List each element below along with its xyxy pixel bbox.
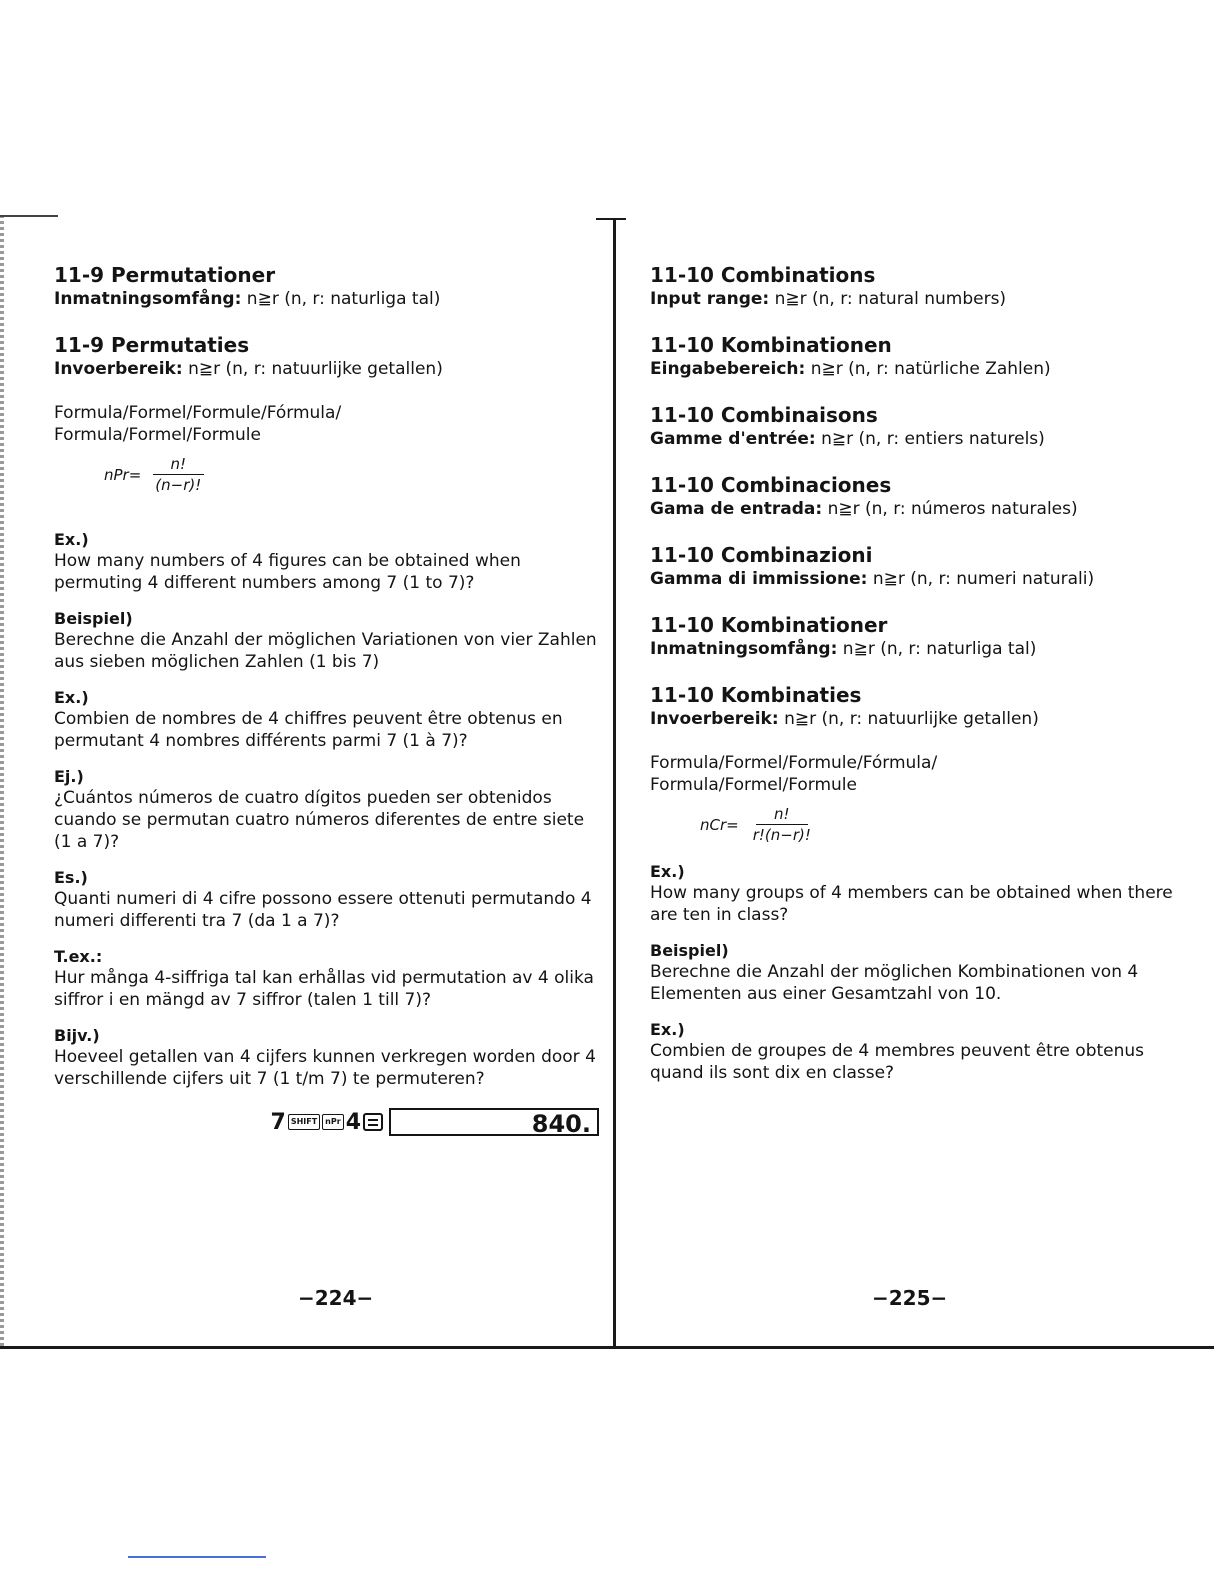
section-kombinationen [650,332,1190,380]
range-text: n≧r (n, r: natuurlijke getallen) [784,709,1039,729]
example-nl [54,1025,599,1090]
example-sv [54,946,599,1011]
example-text: Berechne die Anzahl der möglichen Kombinationen von 4 Elementen aus einer Gesamtzahl von 10. [650,962,1139,1004]
top-left-edge-mark [0,215,58,217]
example-text: Combien de nombres de 4 chiffres peuvent être obtenus en permutant 4 nombres différents parmi 7 (1 à 7)? [54,709,563,751]
formula-block [54,402,599,495]
range-text: n≧r (n, r: números naturales) [827,499,1078,519]
range-text: n≧r (n, r: numeri naturali) [872,569,1095,589]
example-text: Hur många 4-siffriga tal kan erhållas vid permutation av 4 olika siffror i en mängd av 7 siffror (talen 1 till 7)? [54,968,594,1010]
range-text: n≧r (n, r: natuurlijke getallen) [188,359,443,379]
section-title: 11-10 Combinaciones [650,473,892,497]
formula-lhs: nCr= [700,815,739,834]
range-label: Input range: [650,289,770,309]
section-combinations [650,262,1190,310]
example-text: How many numbers of 4 figures can be obtained when permuting 4 different numbers among 7 (1 to 7)? [54,551,521,593]
section-combinazioni [650,542,1190,590]
input-range [650,498,1190,520]
page-number-right: −225− [872,1286,948,1310]
input-range [650,288,1190,310]
left-page [54,262,599,1136]
section-title: 11-9 Permutaties [54,333,250,357]
example-fr [650,1019,1190,1084]
input-range [650,708,1190,730]
example-en [650,861,1190,926]
example-label: Bijv.) [54,1026,100,1045]
example-es [54,766,599,853]
range-text: n≧r (n, r: natürliche Zahlen) [810,359,1051,379]
npr-key-icon: nPr [322,1114,344,1130]
example-label: Ex.) [650,1020,685,1039]
page-edge-shadow [0,215,4,1349]
range-label: Gamma di immissione: [650,569,868,589]
formula-denominator: r!(n−r)! [752,826,811,844]
example-fr [54,687,599,752]
permutation-formula [104,454,599,495]
section-combinaisons [650,402,1190,450]
section-title: 11-10 Combinazioni [650,543,873,567]
range-label: Gamme d'entrée: [650,429,816,449]
key-digit-4: 4 [345,1109,361,1135]
bottom-rule [0,1346,1214,1349]
formula-numerator: n! [756,804,808,825]
example-label: Ej.) [54,767,84,786]
center-divider [613,218,616,1346]
section-title: 11-10 Kombinationen [650,333,892,357]
range-text: n≧r (n, r: naturliga tal) [246,289,441,309]
formula-label-line-2: Formula/Formel/Formule [54,425,261,445]
section-title: 11-9 Permutationer [54,263,276,287]
example-de [650,940,1190,1005]
shift-key-icon: SHIFT [288,1114,320,1130]
example-en [54,529,599,594]
input-range [650,638,1190,660]
example-label: Ex.) [54,688,89,707]
section-title: 11-10 Combinaisons [650,403,878,427]
page-number-left: −224− [298,1286,374,1310]
formula-fraction [145,454,211,495]
example-text: How many groups of 4 members can be obtained when there are ten in class? [650,883,1173,925]
key-digit-7: 7 [270,1109,286,1135]
section-title: 11-10 Kombinaties [650,683,862,707]
example-text: Berechne die Anzahl der möglichen Variationen von vier Zahlen aus sieben möglichen Zahlen (1 bis 7) [54,630,597,672]
equals-key-icon [363,1113,383,1131]
formula-label-line-2: Formula/Formel/Formule [650,775,857,795]
key-sequence-row [54,1108,599,1136]
range-label: Invoerbereik: [54,359,183,379]
input-range [650,568,1190,590]
formula-numerator: n! [153,454,205,475]
result-display: 840. [389,1108,599,1136]
input-range [650,428,1190,450]
input-range [650,358,1190,380]
formula-fraction [743,804,821,845]
section-permutaties [54,332,599,380]
range-text: n≧r (n, r: entiers naturels) [821,429,1045,449]
formula-label-line-1: Formula/Formel/Formule/Fórmula/ [650,753,938,773]
section-title: 11-10 Combinations [650,263,876,287]
section-title: 11-10 Kombinationer [650,613,888,637]
section-kombinationer [650,612,1190,660]
right-page [650,262,1190,1098]
example-label: Beispiel) [54,609,133,628]
example-text: Quanti numeri di 4 cifre possono essere ottenuti permutando 4 numeri differenti tra 7 (da 1 a 7)? [54,889,592,931]
input-range [54,358,599,380]
range-label: Inmatningsomfång: [54,289,242,309]
formula-lhs: nPr= [104,465,142,484]
example-de [54,608,599,673]
example-label: T.ex.: [54,947,103,966]
combination-formula [700,804,1190,845]
key-sequence [271,1110,384,1135]
example-label: Ex.) [650,862,685,881]
example-label: Beispiel) [650,941,729,960]
example-it [54,867,599,932]
formula-block [650,752,1190,845]
example-label: Ex.) [54,530,89,549]
range-label: Eingabebereich: [650,359,806,379]
range-text: n≧r (n, r: naturliga tal) [842,639,1037,659]
range-label: Gama de entrada: [650,499,823,519]
example-text: ¿Cuántos números de cuatro dígitos pueden ser obtenidos cuando se permutan cuatro números diferentes de entre siete (1 a 7)? [54,788,585,852]
example-label: Es.) [54,868,88,887]
example-text: Hoeveel getallen van 4 cijfers kunnen verkregen worden door 4 verschillende cijfers uit 7 (1 t/m 7) te permuteren? [54,1047,596,1089]
range-label: Inmatningsomfång: [650,639,838,659]
section-kombinaties [650,682,1190,730]
formula-label-line-1: Formula/Formel/Formule/Fórmula/ [54,403,342,423]
bottom-blue-line [128,1556,266,1558]
example-text: Combien de groupes de 4 membres peuvent être obtenus quand ils sont dix en classe? [650,1041,1145,1083]
center-top-tick [596,218,626,220]
input-range [54,288,599,310]
section-combinaciones [650,472,1190,520]
formula-denominator: (n−r)! [155,476,202,494]
range-label: Invoerbereik: [650,709,779,729]
section-permutationer [54,262,599,310]
range-text: n≧r (n, r: natural numbers) [774,289,1007,309]
